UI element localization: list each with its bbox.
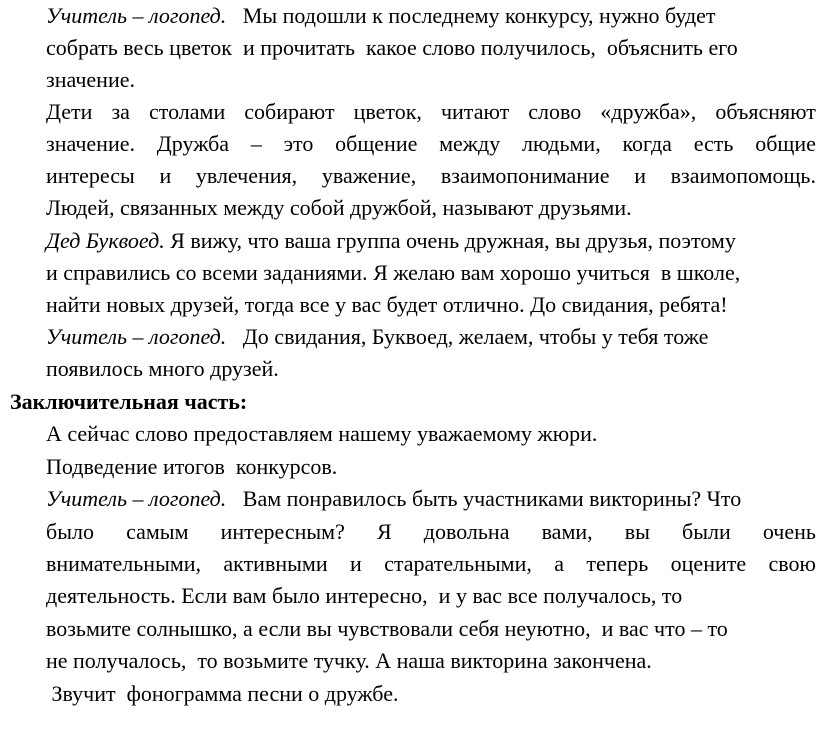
- word: очень: [762, 519, 816, 544]
- p5-line: А сейчас слово предоставляем нашему уважаемому жюри.: [46, 421, 598, 446]
- p6-line: Подведение итогов конкурсов.: [46, 454, 338, 479]
- word: взаимопомощь.: [670, 163, 816, 188]
- p1-line-2: собрать весь цветок и прочитать какое слово получилось, объяснить его: [46, 35, 738, 60]
- word: взаимопонимание: [440, 163, 610, 188]
- p1-line-1: [46, 0, 816, 32]
- p1-line-1-text: Мы подошли к последнему конкурсу, нужно будет: [226, 3, 716, 28]
- word: интересным?: [220, 519, 345, 544]
- word: вы: [624, 519, 650, 544]
- word: слово: [528, 99, 582, 124]
- word: старательными,: [384, 551, 532, 576]
- word: собирают: [244, 99, 335, 124]
- word: значение.: [46, 131, 135, 156]
- word: были: [682, 519, 731, 544]
- word: людьми,: [521, 131, 601, 156]
- word: активными: [223, 551, 328, 576]
- word: Дружба: [156, 131, 230, 156]
- p7-line-4: деятельность. Если вам было интересно, и у вас все получалось, то: [46, 583, 683, 608]
- word: цветок,: [353, 99, 422, 124]
- speaker-teacher-2: Учитель – логопед.: [46, 324, 227, 349]
- p7-line-5: возьмите солнышко, а если вы чувствовали себя неуютно, и вас что – то: [46, 616, 728, 641]
- word: между: [439, 131, 501, 156]
- p4-line-1: [46, 321, 816, 353]
- word: за: [111, 99, 130, 124]
- word: а: [554, 551, 564, 576]
- word: оцените: [670, 551, 747, 576]
- word: интересы: [46, 163, 135, 188]
- word: и: [634, 163, 647, 188]
- word: внимательными,: [46, 551, 202, 576]
- p7-line-6: не получалось, то возьмите тучку. А наша викторина закончена.: [46, 648, 652, 673]
- p4-line-2: появилось много друзей.: [46, 356, 279, 381]
- p7-line-3: [46, 548, 816, 580]
- word: общие: [755, 131, 816, 156]
- word: было: [46, 519, 94, 544]
- word: столами: [149, 99, 226, 124]
- p4-line-1-text: До свидания, Буквоед, желаем, чтобы у тебя тоже: [226, 324, 709, 349]
- word: объясняют: [715, 99, 816, 124]
- p7-line-1: [46, 483, 816, 515]
- word: читают: [440, 99, 510, 124]
- word: и: [159, 163, 172, 188]
- p7-line-2: [46, 516, 816, 548]
- word: Я: [376, 519, 392, 544]
- word: Дети: [46, 99, 93, 124]
- word: когда: [622, 131, 672, 156]
- word: вами,: [541, 519, 593, 544]
- word: довольна: [423, 519, 510, 544]
- word: теперь: [586, 551, 649, 576]
- p3-line-1-text: Я вижу, что ваша группа очень дружная, вы друзья, поэтому: [164, 228, 736, 253]
- p2-line-2: [46, 128, 816, 160]
- word: и: [349, 551, 362, 576]
- word: «дружба»,: [600, 99, 697, 124]
- speaker-teacher: Учитель – логопед.: [46, 3, 227, 28]
- word: уважение,: [321, 163, 417, 188]
- word: свою: [768, 551, 816, 576]
- p3-line-2: и справились со всеми заданиями. Я желаю вам хорошо учиться в школе,: [46, 260, 741, 285]
- word: самым: [126, 519, 189, 544]
- p7-line-1-text: Вам понравилось быть участниками викторины? Что: [226, 486, 742, 511]
- word: есть: [693, 131, 734, 156]
- word: –: [250, 131, 262, 156]
- word: увлечения,: [195, 163, 298, 188]
- word: общение: [335, 131, 418, 156]
- p3-line-3: найти новых друзей, тогда все у вас будет отлично. До свидания, ребята!: [46, 292, 728, 317]
- word: это: [283, 131, 314, 156]
- p8-line: Звучит фонограмма песни о дружбе.: [46, 681, 399, 706]
- speaker-ded: Дед Буквоед.: [46, 228, 165, 253]
- speaker-teacher-3: Учитель – логопед.: [46, 486, 227, 511]
- p2-line-3: [46, 160, 816, 192]
- p2-line-1: [46, 96, 816, 128]
- section-heading: Заключительная часть:: [10, 389, 248, 414]
- p1-line-3: значение.: [46, 67, 135, 92]
- p3-line-1: [46, 225, 816, 257]
- p2-line-4: Людей, связанных между собой дружбой, называют друзьями.: [46, 195, 632, 220]
